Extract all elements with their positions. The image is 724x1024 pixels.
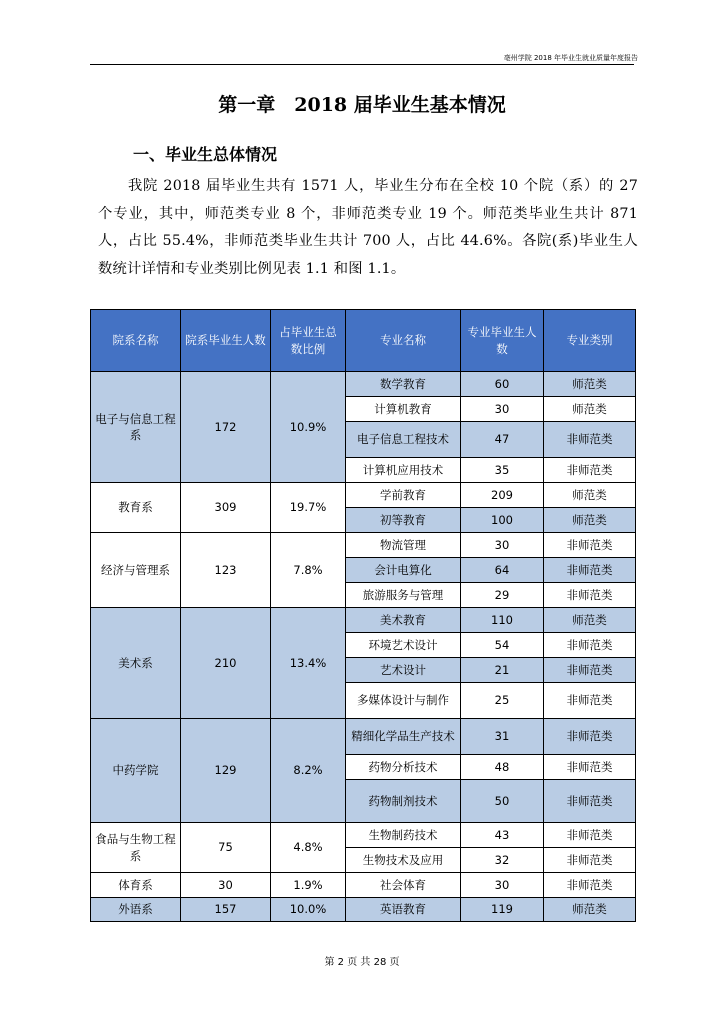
- major-count: 110: [461, 608, 544, 633]
- department-name: 外语系: [91, 898, 181, 922]
- header-divider: [90, 64, 634, 65]
- graduate-stats-table: [90, 309, 636, 922]
- major-count: 25: [461, 683, 544, 719]
- major-type: 师范类: [544, 372, 636, 397]
- major-type: 非师范类: [544, 848, 636, 873]
- major-count: 100: [461, 508, 544, 533]
- major-count: 21: [461, 658, 544, 683]
- major-count: 31: [461, 719, 544, 755]
- header-cell: 院系名称: [91, 310, 181, 372]
- major-type: 师范类: [544, 898, 636, 922]
- major-type: 非师范类: [544, 719, 636, 755]
- header-cell: 专业名称: [346, 310, 461, 372]
- table-row: [91, 873, 636, 898]
- major-name: 旅游服务与管理: [346, 583, 461, 608]
- department-ratio: 8.2%: [271, 719, 346, 823]
- table-row: [91, 898, 636, 922]
- header-cell: 院系毕业生人数: [181, 310, 271, 372]
- major-name: 多媒体设计与制作: [346, 683, 461, 719]
- department-count: 210: [181, 608, 271, 719]
- table-row: [91, 823, 636, 848]
- major-count: 50: [461, 780, 544, 823]
- major-name: 环境艺术设计: [346, 633, 461, 658]
- department-ratio: 19.7%: [271, 483, 346, 533]
- major-type: 非师范类: [544, 755, 636, 780]
- major-count: 54: [461, 633, 544, 658]
- table-row: [91, 719, 636, 755]
- major-type: 师范类: [544, 508, 636, 533]
- department-ratio: 1.9%: [271, 873, 346, 898]
- table-row: [91, 533, 636, 558]
- major-type: 非师范类: [544, 658, 636, 683]
- running-header: 亳州学院 2018 年毕业生就业质量年度报告: [503, 54, 638, 62]
- major-name: 精细化学品生产技术: [346, 719, 461, 755]
- department-count: 30: [181, 873, 271, 898]
- table-row: [91, 608, 636, 633]
- page-footer: 第 2 页 共 28 页: [324, 957, 400, 968]
- section-title: 一、毕业生总体情况: [133, 145, 278, 164]
- department-ratio: 4.8%: [271, 823, 346, 873]
- major-count: 30: [461, 873, 544, 898]
- major-name: 计算机教育: [346, 397, 461, 422]
- major-name: 生物制药技术: [346, 823, 461, 848]
- major-count: 48: [461, 755, 544, 780]
- major-name: 数学教育: [346, 372, 461, 397]
- major-count: 43: [461, 823, 544, 848]
- department-count: 309: [181, 483, 271, 533]
- department-count: 123: [181, 533, 271, 608]
- department-name: 体育系: [91, 873, 181, 898]
- major-type: 师范类: [544, 608, 636, 633]
- table-header-row: [91, 310, 636, 372]
- major-count: 30: [461, 397, 544, 422]
- table-row: [91, 483, 636, 508]
- major-count: 47: [461, 422, 544, 458]
- major-count: 209: [461, 483, 544, 508]
- department-count: 157: [181, 898, 271, 922]
- major-count: 35: [461, 458, 544, 483]
- major-type: 非师范类: [544, 558, 636, 583]
- major-name: 学前教育: [346, 483, 461, 508]
- major-name: 生物技术及应用: [346, 848, 461, 873]
- department-name: 美术系: [91, 608, 181, 719]
- major-name: 初等教育: [346, 508, 461, 533]
- department-name: 中药学院: [91, 719, 181, 823]
- major-count: 32: [461, 848, 544, 873]
- department-ratio: 10.9%: [271, 372, 346, 483]
- major-count: 119: [461, 898, 544, 922]
- major-count: 29: [461, 583, 544, 608]
- major-type: 非师范类: [544, 583, 636, 608]
- department-count: 129: [181, 719, 271, 823]
- major-type: 非师范类: [544, 458, 636, 483]
- department-ratio: 13.4%: [271, 608, 346, 719]
- department-count: 172: [181, 372, 271, 483]
- department-ratio: 7.8%: [271, 533, 346, 608]
- major-name: 计算机应用技术: [346, 458, 461, 483]
- major-type: 师范类: [544, 483, 636, 508]
- header-cell: 专业毕业生人数: [461, 310, 544, 372]
- header-cell: 专业类别: [544, 310, 636, 372]
- major-name: 电子信息工程技术: [346, 422, 461, 458]
- major-type: 师范类: [544, 397, 636, 422]
- table-row: [91, 372, 636, 397]
- department-name: 电子与信息工程系: [91, 372, 181, 483]
- department-count: 75: [181, 823, 271, 873]
- major-type: 非师范类: [544, 823, 636, 848]
- major-name: 英语教育: [346, 898, 461, 922]
- major-name: 会计电算化: [346, 558, 461, 583]
- major-name: 药物制剂技术: [346, 780, 461, 823]
- major-type: 非师范类: [544, 633, 636, 658]
- department-ratio: 10.0%: [271, 898, 346, 922]
- header-cell: 占毕业生总数比例: [271, 310, 346, 372]
- department-name: 经济与管理系: [91, 533, 181, 608]
- major-count: 30: [461, 533, 544, 558]
- chapter-title: 第一章 2018 届毕业生基本情况: [218, 94, 506, 116]
- major-count: 60: [461, 372, 544, 397]
- major-name: 美术教育: [346, 608, 461, 633]
- major-name: 艺术设计: [346, 658, 461, 683]
- department-name: 食品与生物工程系: [91, 823, 181, 873]
- intro-paragraph: 我院 2018 届毕业生共有 1571 人，毕业生分布在全校 10 个院（系）的 27 个专业，其中，师范类专业 8 个，非师范类专业 19 个。师范类毕业生共计 871 人，占比 55.4%，非师范类毕业生共计 700 人，占比 44.6%。各院(系)毕业生人数统计详情和专业类别比例见表 1.1 和图 1.1。: [98, 178, 638, 278]
- major-type: 非师范类: [544, 683, 636, 719]
- major-type: 非师范类: [544, 422, 636, 458]
- major-type: 非师范类: [544, 873, 636, 898]
- department-name: 教育系: [91, 483, 181, 533]
- major-type: 非师范类: [544, 780, 636, 823]
- major-name: 药物分析技术: [346, 755, 461, 780]
- major-count: 64: [461, 558, 544, 583]
- major-name: 社会体育: [346, 873, 461, 898]
- major-type: 非师范类: [544, 533, 636, 558]
- major-name: 物流管理: [346, 533, 461, 558]
